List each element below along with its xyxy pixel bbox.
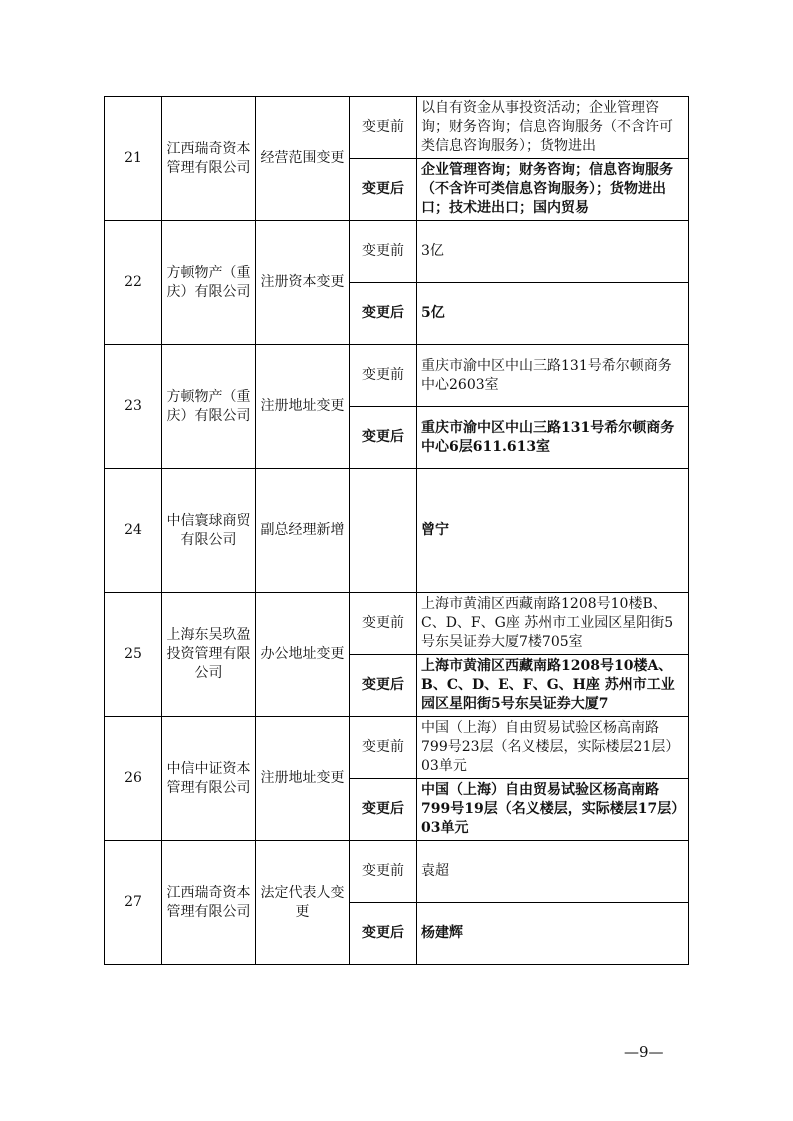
after-label: 变更后	[350, 655, 417, 717]
table-row	[105, 97, 689, 159]
table-row	[105, 593, 689, 655]
table-row	[105, 469, 689, 593]
before-label: 变更前	[350, 345, 417, 407]
before-value: 中国（上海）自由贸易试验区杨高南路799号23层（名义楼层，实际楼层21层）03单元	[417, 717, 689, 779]
company-name: 方顿物产（重庆）有限公司	[162, 345, 256, 469]
company-name: 江西瑞奇资本管理有限公司	[162, 97, 256, 221]
after-label: 变更后	[350, 283, 417, 345]
empty-label-cell	[350, 469, 417, 593]
before-label: 变更前	[350, 593, 417, 655]
table-row	[105, 717, 689, 779]
after-label: 变更后	[350, 159, 417, 221]
company-name: 中信中证资本管理有限公司	[162, 717, 256, 841]
before-value: 重庆市渝中区中山三路131号希尔顿商务中心2603室	[417, 345, 689, 407]
table-row	[105, 841, 689, 903]
after-label: 变更后	[350, 779, 417, 841]
row-number: 24	[105, 469, 162, 593]
change-item: 办公地址变更	[256, 593, 350, 717]
before-label: 变更前	[350, 717, 417, 779]
before-label: 变更前	[350, 221, 417, 283]
company-name: 上海东吴玖盈投资管理有限公司	[162, 593, 256, 717]
before-value: 3亿	[417, 221, 689, 283]
row-number: 22	[105, 221, 162, 345]
row-number: 25	[105, 593, 162, 717]
change-records-table	[104, 96, 689, 965]
change-item: 注册地址变更	[256, 717, 350, 841]
change-item: 副总经理新增	[256, 469, 350, 593]
after-value: 上海市黄浦区西藏南路1208号10楼A、B、C、D、E、F、G、H座 苏州市工业园区星阳街5号东吴证券大厦7	[417, 655, 689, 717]
before-value: 上海市黄浦区西藏南路1208号10楼B、C、D、F、G座 苏州市工业园区星阳街5号东吴证券大厦7楼705室	[417, 593, 689, 655]
company-name: 江西瑞奇资本管理有限公司	[162, 841, 256, 965]
row-number: 21	[105, 97, 162, 221]
row-number: 23	[105, 345, 162, 469]
before-value: 以自有资金从事投资活动；企业管理咨询；财务咨询；信息咨询服务（不含许可类信息咨询服务）；货物进出	[417, 97, 689, 159]
before-value: 袁超	[417, 841, 689, 903]
after-label: 变更后	[350, 407, 417, 469]
after-value: 企业管理咨询；财务咨询；信息咨询服务（不含许可类信息咨询服务）；货物进出口；技术进出口；国内贸易	[417, 159, 689, 221]
table-row	[105, 221, 689, 283]
after-value: 中国（上海）自由贸易试验区杨高南路799号19层（名义楼层，实际楼层17层）03单元	[417, 779, 689, 841]
row-number: 26	[105, 717, 162, 841]
change-item: 经营范围变更	[256, 97, 350, 221]
before-label: 变更前	[350, 97, 417, 159]
after-label: 变更后	[350, 903, 417, 965]
row-number: 27	[105, 841, 162, 965]
after-value: 杨建辉	[417, 903, 689, 965]
change-item: 注册资本变更	[256, 221, 350, 345]
after-value: 5亿	[417, 283, 689, 345]
after-value: 重庆市渝中区中山三路131号希尔顿商务中心6层611.613室	[417, 407, 689, 469]
change-item: 法定代表人变更	[256, 841, 350, 965]
company-name: 方顿物产（重庆）有限公司	[162, 221, 256, 345]
new-value: 曾宁	[417, 469, 689, 593]
table-row	[105, 345, 689, 407]
company-name: 中信寰球商贸有限公司	[162, 469, 256, 593]
change-item: 注册地址变更	[256, 345, 350, 469]
page-number: —9—	[624, 1043, 664, 1061]
before-label: 变更前	[350, 841, 417, 903]
